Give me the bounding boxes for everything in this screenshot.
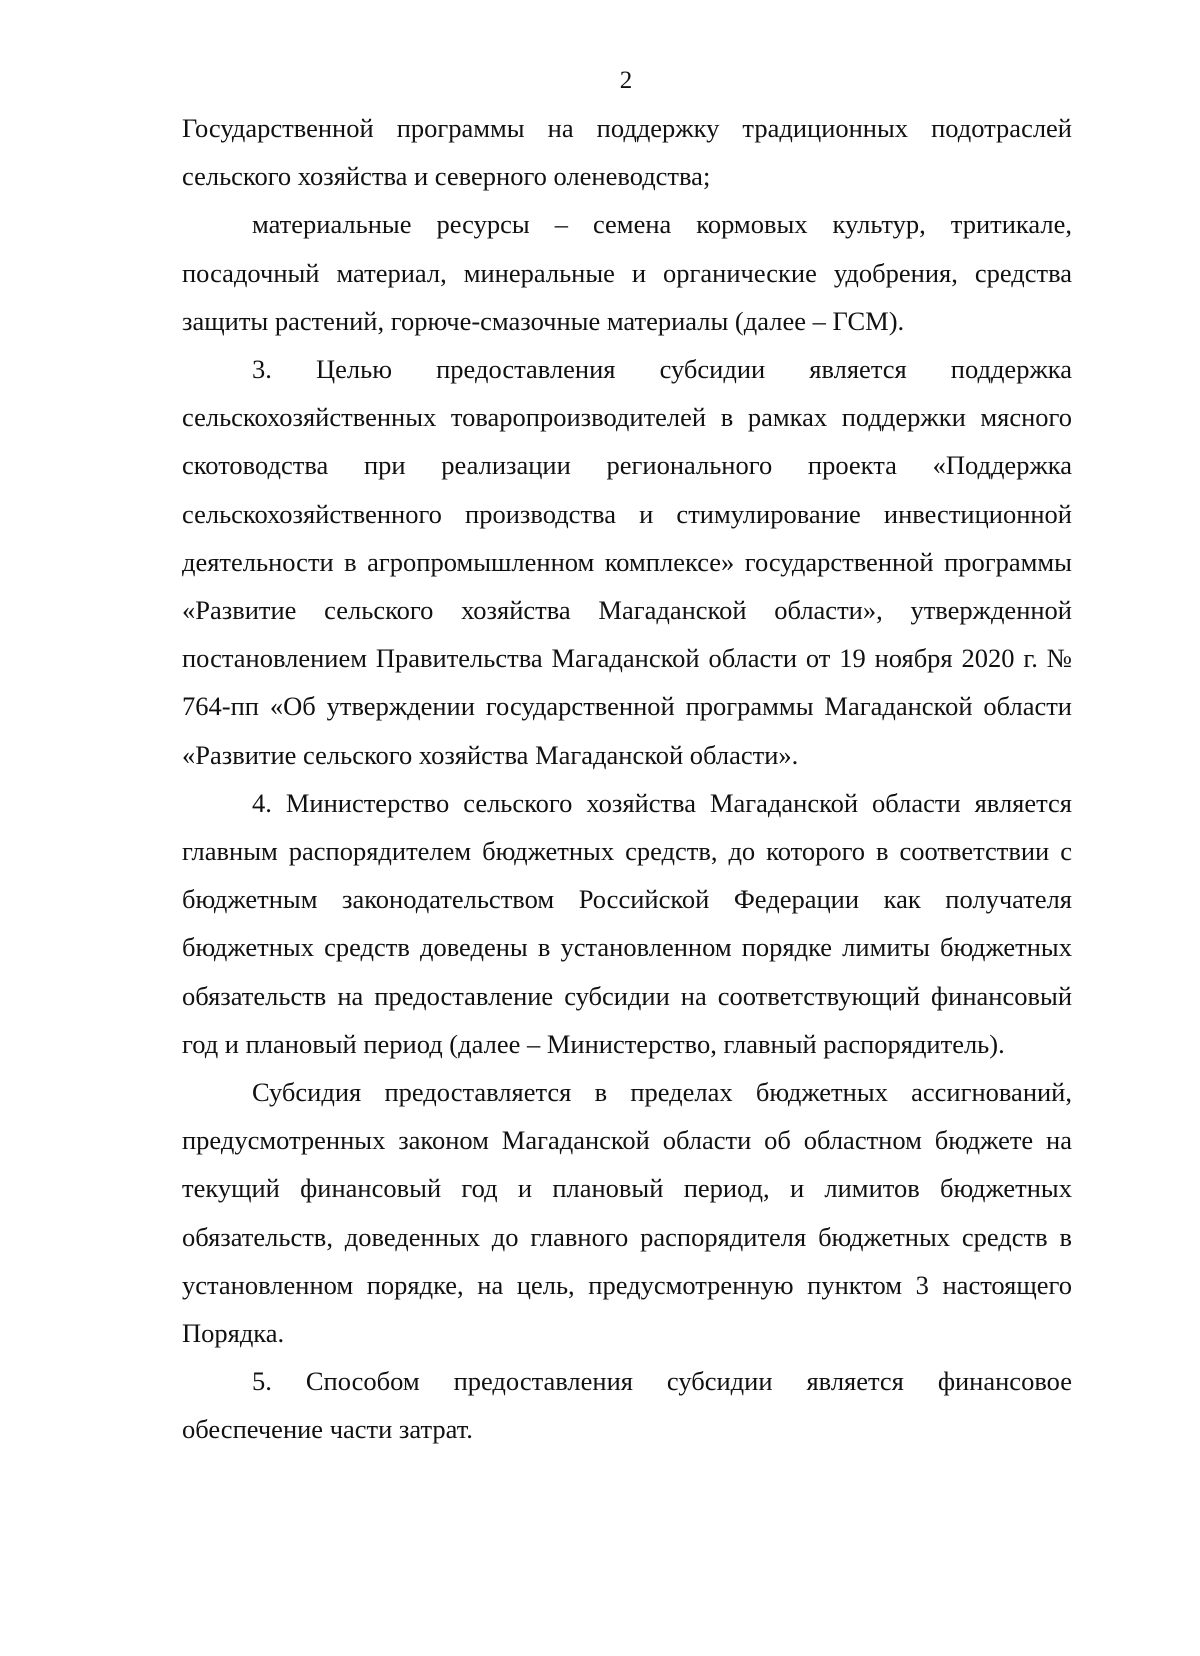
document-body (182, 104, 1072, 1454)
paragraph-item-4-ministry: 4. Министерство сельского хозяйства Магаданской области является главным распорядителем бюджетных средств, до которого в соответствии с бюджетным законодательством Российской Федерации как получателя бюджетных средств доведены в установленном порядке лимиты бюджетных обязательств на предоставление субсидии на соответствующий финансовый год и плановый период (далее – Министерство, главный распорядитель). (182, 787, 1072, 1059)
paragraph-continuation: Государственной программы на поддержку традиционных подотраслей сельского хозяйства и северного оленеводства; (182, 113, 1072, 192)
paragraph-material-resources: материальные ресурсы – семена кормовых культур, тритикале, посадочный материал, минеральные и органические удобрения, средства защиты растений, горюче-смазочные материалы (далее – ГСМ). (182, 209, 1072, 336)
page-number: 2 (619, 67, 633, 94)
paragraph-item-5-method: 5. Способом предоставления субсидии является финансовое обеспечение части затрат. (182, 1366, 1072, 1445)
paragraph-item-3-purpose: 3. Целью предоставления субсидии является поддержка сельскохозяйственных товаропроизводителей в рамках поддержки мясного скотоводства при реализации регионального проекта «Поддержка сельскохозяйственного производства и стимулирование инвестиционной деятельности в агропромышленном комплексе» государственной программы «Развитие сельского хозяйства Магаданской области», утвержденной постановлением Правительства Магаданской области от 19 ноября 2020 г. № 764-пп «Об утверждении государственной программы Магаданской области «Развитие сельского хозяйства Магаданской области». (182, 354, 1072, 770)
paragraph-subsidy-limits: Субсидия предоставляется в пределах бюджетных ассигнований, предусмотренных законом Магаданской области об областном бюджете на текущий финансовый год и плановый период, и лимитов бюджетных обязательств, доведенных до главного распорядителя бюджетных средств в установленном порядке, на цель, предусмотренную пунктом 3 настоящего Порядка. (182, 1077, 1072, 1349)
